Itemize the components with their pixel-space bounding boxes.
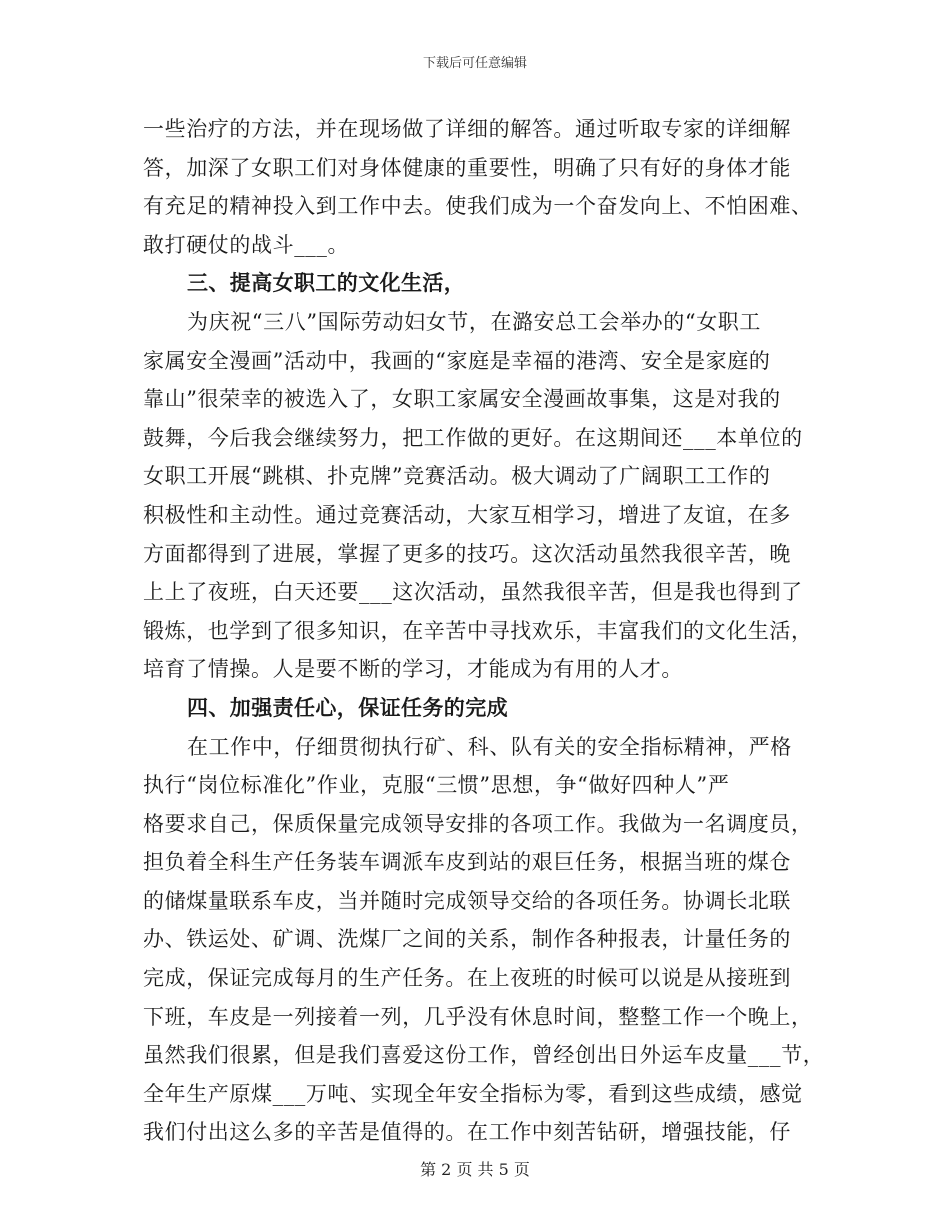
paragraph-line: 担负着全科生产任务装车调派车皮到站的艰巨任务，根据当班的煤仓	[143, 850, 791, 875]
paragraph-line: 靠山”很荣幸的被选入了，女职工家属安全漫画故事集，这是对我的	[143, 387, 781, 412]
paragraph-line: 一些治疗的方法，并在现场做了详细的解答。通过听取专家的详细解	[143, 117, 791, 141]
paragraph-line: 完成，保证完成每月的生产任务。在上夜班的时候可以说是从接班到	[143, 966, 791, 991]
paragraph-line: 我们付出这么多的辛苦是值得的。在工作中刻苦钻研，增强技能，仔	[143, 1120, 791, 1145]
paragraph-line: 培育了情操。人是要不断的学习，才能成为有用的人才。	[143, 657, 683, 682]
paragraph-line: 格要求自己，保质保量完成领导安排的各项工作。我做为一名调度员，	[143, 811, 813, 836]
paragraph-line: 执行“岗位标准化”作业，克服“三惯”思想，争“做好四种人”严	[143, 773, 730, 798]
paragraph-line: 积极性和主动性。通过竞赛活动，大家互相学习，增进了友谊，在多	[143, 502, 791, 527]
section-heading-3: 三、提高女职工的文化生活，	[187, 271, 466, 296]
page-header: 下载后可任意编辑	[422, 56, 527, 71]
paragraph-line: 在工作中，仔细贯彻执行矿、科、队有关的安全指标精神，严格	[187, 734, 792, 759]
paragraph-line: 下班，车皮是一列接着一列，几乎没有休息时间，整整工作一个晚上，	[143, 1004, 813, 1029]
paragraph-line: 全年生产原煤___万吨、实现全年安全指标为零，看到这些成绩，感觉	[143, 1081, 803, 1106]
paragraph-line: 上上了夜班，白天还要___这次活动，虽然我很辛苦，但是我也得到了	[143, 580, 803, 605]
paragraph-line: 家属安全漫画”活动中，我画的“家庭是幸福的港湾、安全是家庭的	[143, 348, 771, 373]
paragraph-line: 鼓舞，今后我会继续努力，把工作做的更好。在这期间还___本单位的	[143, 425, 803, 450]
section-heading-4: 四、加强责任心，保证任务的完成	[187, 695, 508, 720]
paragraph-line: 办、铁运处、矿调、洗煤厂之间的关系，制作各种报表，计量任务的	[143, 927, 791, 952]
paragraph-line: 答，加深了女职工们对身体健康的重要性，明确了只有好的身体才能	[143, 155, 791, 180]
paragraph-line: 的储煤量联系车皮，当并随时完成领导交给的各项任务。协调长北联	[143, 888, 791, 913]
paragraph-line: 有充足的精神投入到工作中去。使我们成为一个奋发向上、不怕困难、	[143, 194, 813, 219]
paragraph-line: 为庆祝“三八”国际劳动妇女节，在潞安总工会举办的“女职工	[187, 309, 762, 334]
page-number: 第 2 页 共 5 页	[420, 1160, 530, 1179]
paragraph-line: 敢打硬仗的战斗___。	[143, 232, 350, 257]
paragraph-line: 锻炼，也学到了很多知识，在辛苦中寻找欢乐，丰富我们的文化生活，	[143, 618, 813, 643]
paragraph-line: 方面都得到了进展，掌握了更多的技巧。这次活动虽然我很辛苦，晚	[143, 541, 791, 566]
paragraph-line: 虽然我们很累，但是我们喜爱这份工作，曾经创出日外运车皮量___节，	[143, 1043, 825, 1068]
document-body	[143, 110, 825, 1152]
paragraph-line: 女职工开展“跳棋、扑克牌”竞赛活动。极大调动了广阔职工工作的	[143, 464, 771, 489]
